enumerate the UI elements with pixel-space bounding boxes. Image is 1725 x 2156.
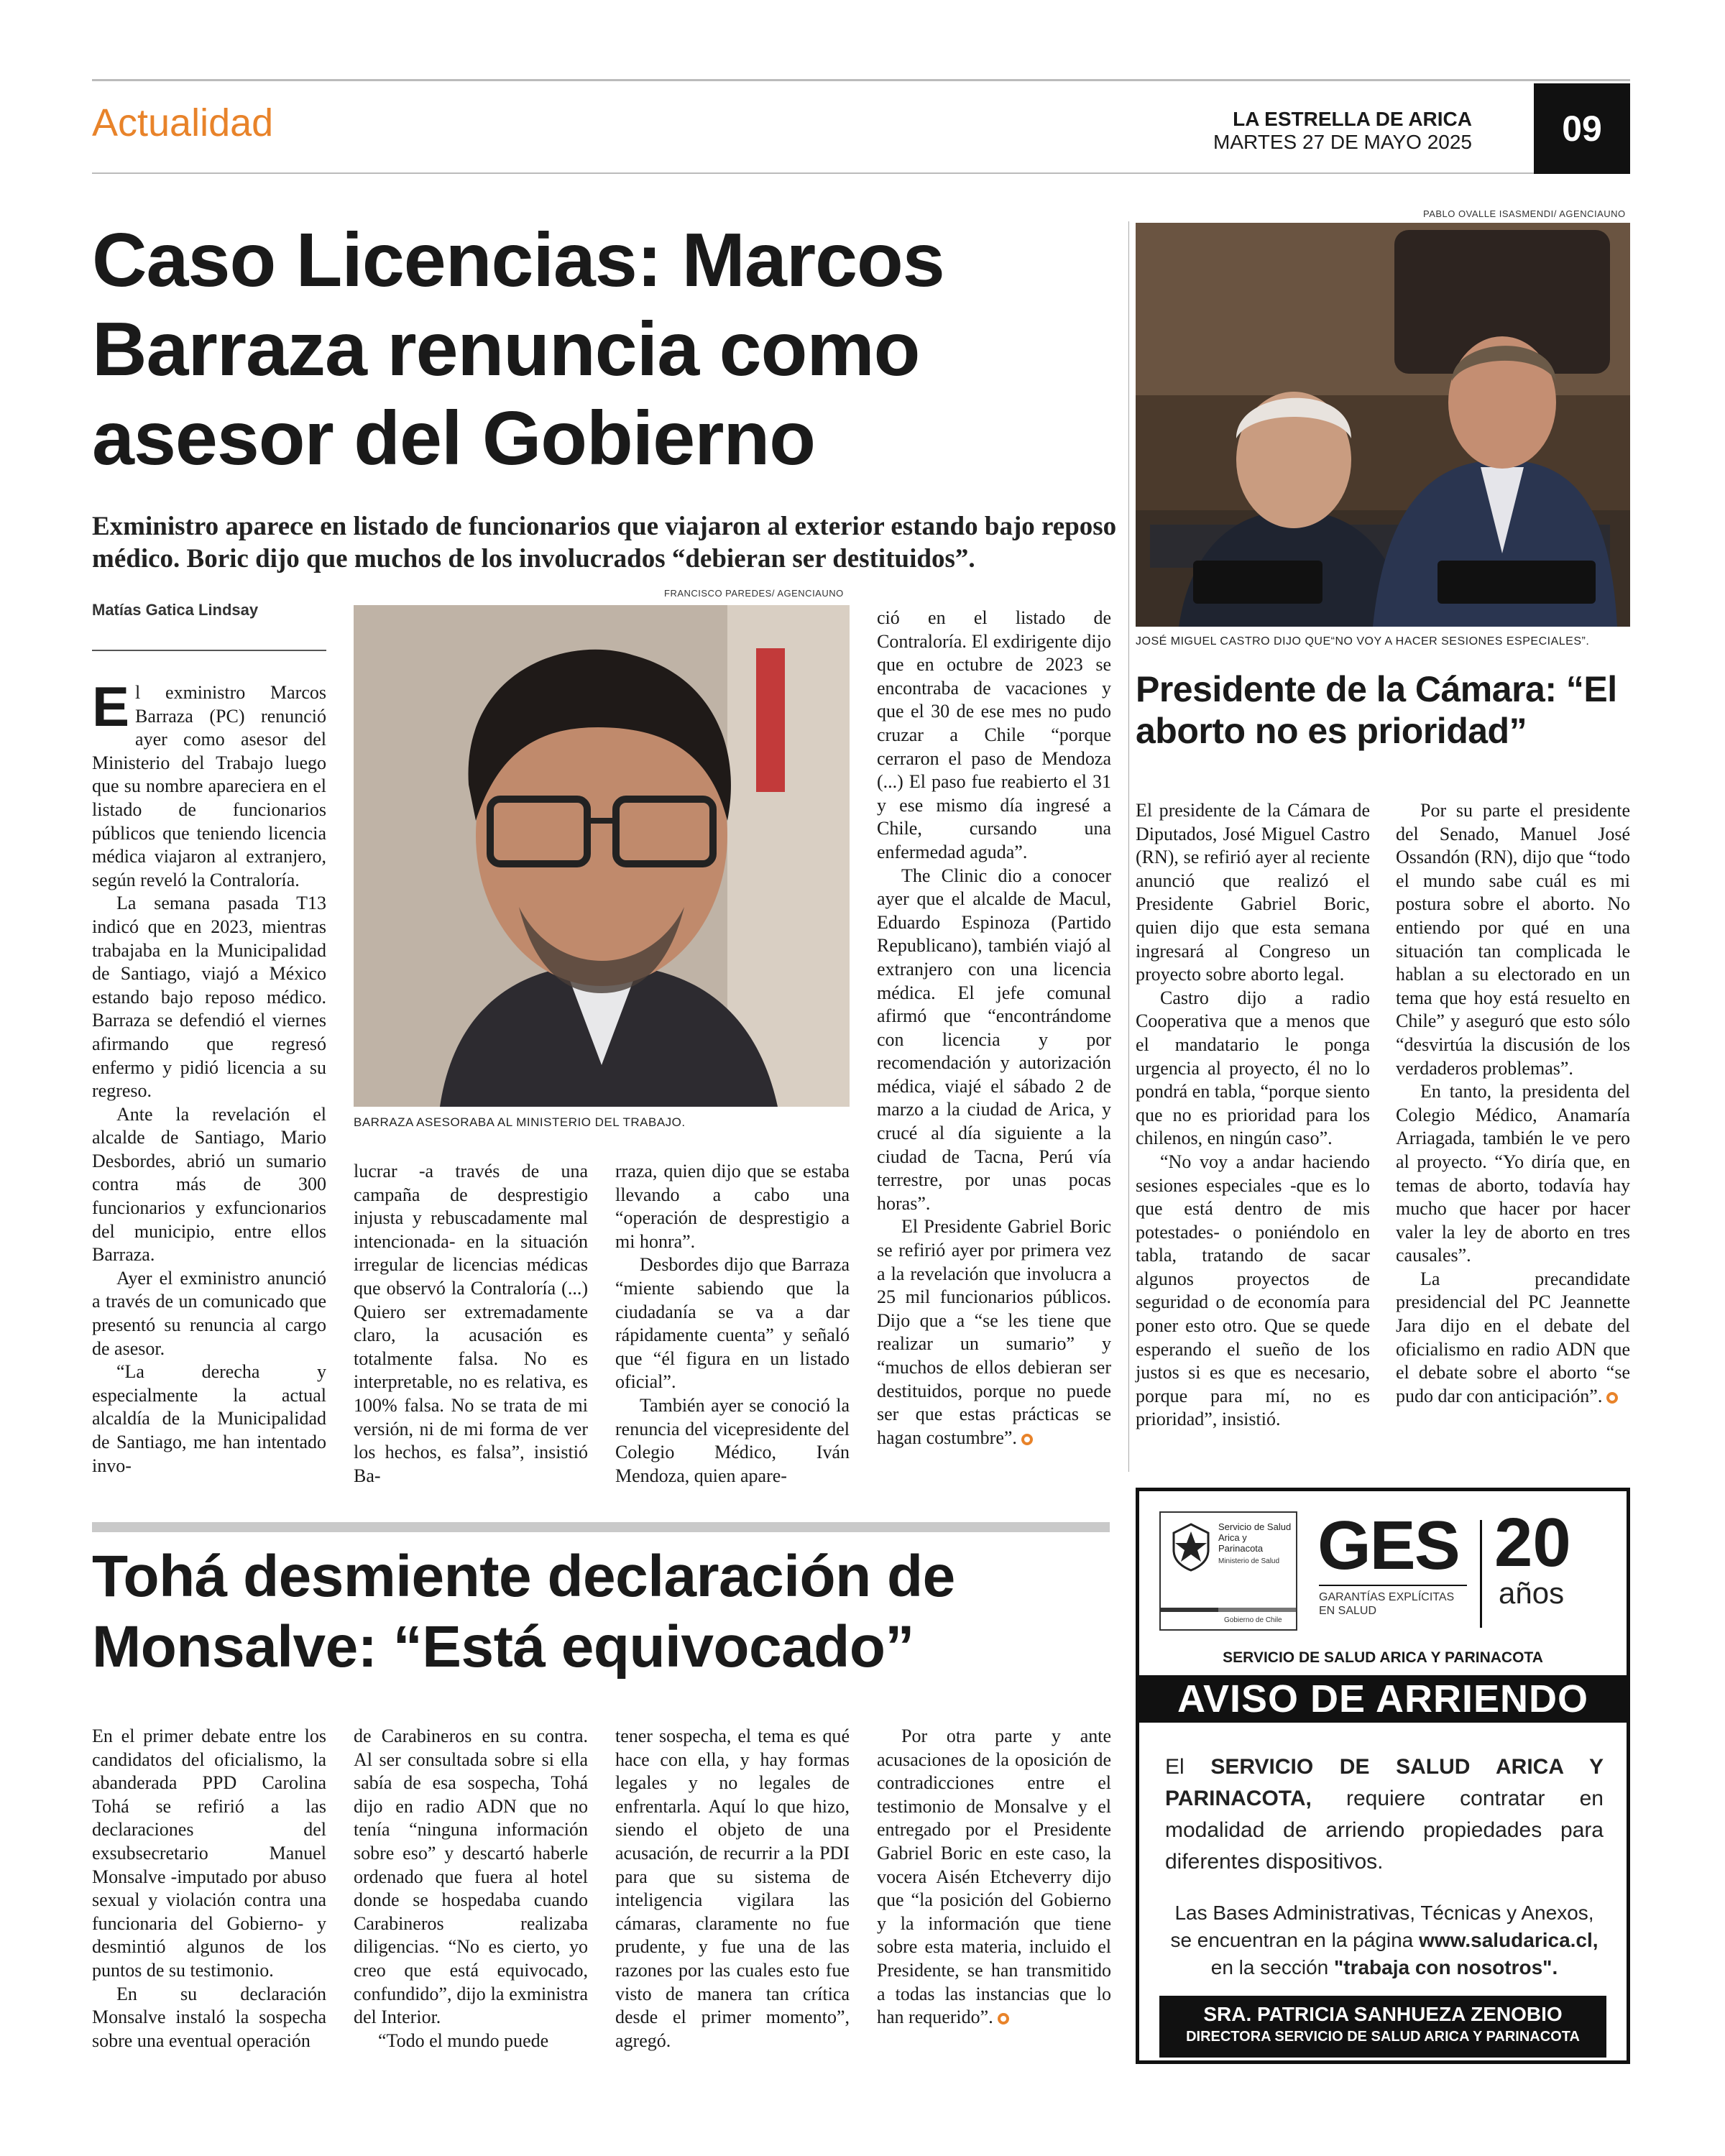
- second-col4-p1-text: Por otra parte y ante acusaciones de la oposición de contradicciones entre el testimonio de Monsalve y el entregado por el Presidente Gabriel Boric en este caso, la vocera Aisén Etcheverry dijo que “la posición del Gobierno y la información que tiene sobre esta materia, incluido el Presidente, se han transmitido a todas las instancias que lo han requerido”.: [877, 1726, 1111, 2028]
- side-col1-p1: El presidente de la Cámara de Diputados, José Miguel Castro (RN), se refirió ayer al reciente anunció que realizó el Presidente Gabriel Boric, quien dijo que esta semana ingresará al Congreso un proyecto sobre aborto legal.: [1136, 800, 1370, 985]
- chamber-illustration: [1136, 223, 1630, 627]
- side-photo-caption: JOSÉ MIGUEL CASTRO DIJO QUE“NO VOY A HACER SESIONES ESPECIALES”.: [1136, 635, 1590, 648]
- logo-text: Servicio de Salud Arica y Parinacota: [1218, 1521, 1292, 1554]
- main-col1-p5: “La derecha y especialmente la actual alcaldía de la Municipalidad de Santiago, me han intentado invo-: [92, 1361, 326, 1476]
- end-of-article-icon: [1606, 1392, 1618, 1404]
- main-col1-p2: La semana pasada T13 indicó que en 2023, mientras trabajaba en la Municipalidad de Santiago, viajó a México estando bajo reposo médico. Barraza se defendió el viernes afirmando que regresó enfermo y pidió licencia a su regreso.: [92, 893, 326, 1102]
- side-col2-p3: [1396, 1268, 1630, 1409]
- side-col1-p3: “No voy a andar haciendo sesiones especiales -que es lo que está dentro de mis potestades- o poniéndolo en tabla, tratando de sacar algunos proyectos de seguridad o de economía para poner esto otro. Que se quede esperando el sueño de los justos si es que es necesario, porque para mí, no es prioridad”, insistió.: [1136, 1151, 1370, 1430]
- page-number: [1534, 83, 1630, 174]
- anniversary-word: años: [1499, 1576, 1565, 1610]
- end-of-article-icon: [1021, 1434, 1033, 1445]
- ad-paragraph: [1165, 1751, 1604, 1878]
- ad-paragraph-rest: requiere contratar en modalidad de arriendo propiedades para diferentes dispositivos.: [1165, 1787, 1604, 1874]
- publication-name: LA ESTRELLA DE ARICA: [1233, 108, 1472, 130]
- second-article-column-4: [877, 1725, 1111, 2030]
- main-photo-credit: FRANCISCO PAREDES/ AGENCIAUNO: [664, 588, 844, 599]
- ad-website-link[interactable]: www.saludarica.cl,: [1419, 1929, 1598, 1951]
- gov-label: Gobierno de Chile: [1224, 1616, 1282, 1624]
- second-headline: Tohá desmiente declaración de Monsalve: “Está equivocado”: [92, 1544, 955, 1680]
- side-col2-p2: En tanto, la presidenta del Colegio Médico, Anamaría Arriagada, también le ve pero al proyecto. “Yo diría que, en temas de aborto, todavía hay mucho que hacer por hacer valer la ley de aborto en tres causales”.: [1396, 1081, 1630, 1266]
- second-article-column-3: [615, 1725, 850, 2053]
- ad-section-prefix: en la sección: [1210, 1956, 1334, 1978]
- aviso-banner: [1139, 1675, 1627, 1723]
- page-number-text: 09: [1562, 109, 1602, 149]
- second-col1-p2: En su declaración Monsalve instaló la sospecha sobre una eventual operación: [92, 1983, 326, 2051]
- logo-stripe: [1161, 1608, 1218, 1612]
- side-col2-p1: Por su parte el presidente del Senado, Manuel José Ossandón (RN), dijo que “todo el mundo sabe cuál es mi postura sobre el aborto. No entiendo por qué en una situación tan complicada le hablan a su electorado en un tema que hoy está resuelto en Chile” y aseguró que esto sólo “desvirtúa la discusión de los verdaderos problemas”.: [1396, 800, 1630, 1079]
- ges-subtitle: GARANTÍAS EXPLÍCITAS EN SALUD: [1319, 1591, 1455, 1617]
- coat-of-arms-icon: [1169, 1521, 1213, 1572]
- second-col1-p1: En el primer debate entre los candidatos del oficialismo, la abanderada PPD Carolina Tohá se refirió a las declaraciones del exsubsecretario Manuel Monsalve -imputado por abuso sexual y violación contra una funcionaria del Gobierno- y desmintió algunos de los puntos de su testimonio.: [92, 1726, 326, 1981]
- second-col2-p2: “Todo el mundo puede: [378, 2030, 549, 2051]
- logo-subtext: Ministerio de Salud: [1218, 1557, 1280, 1565]
- aviso-banner-text: AVISO DE ARRIENDO: [1177, 1677, 1589, 1720]
- dropcap: E: [92, 675, 130, 738]
- main-article-column-4: [877, 607, 1111, 1450]
- header-rule: [92, 172, 1534, 174]
- signer-title: DIRECTORA SERVICIO DE SALUD ARICA Y PARINACOTA: [1186, 2029, 1580, 2045]
- main-photo-caption: BARRAZA ASESORABA AL MINISTERIO DEL TRABAJO.: [354, 1115, 686, 1129]
- second-col2-p1: de Carabineros en su contra. Al ser consultada sobre si ella sabía de esa sospecha, Tohá dijo en radio ADN que no tenía “ninguna información sobre eso” y descartó haberle ordenado que fuera al hotel donde se hospedaba cuando Carabineros realizaba diligencias. “No es cierto, yo creo que está equivocado, confundido”, dijo la exministra del Interior.: [354, 1726, 588, 2028]
- byline-rule: [92, 650, 326, 651]
- main-article-column-2: [354, 1160, 588, 1488]
- main-col1-p3: Ante la revelación el alcalde de Santiago, Mario Desbordes, abrió un sumario contra más de 300 funcionarios y exfuncionarios del municipio, entre ellos Barraza.: [92, 1103, 326, 1266]
- ad-paragraph-prefix: El: [1165, 1755, 1211, 1779]
- barraza-portrait-illustration: [354, 605, 850, 1107]
- main-col4-p1: ció en el listado de Contraloría. El exdirigente dijo que en octubre de 2023 se encontraba de vacaciones y que el 30 de ese mes no pudo cruzar a Chile “porque cerraron el paso de Mendoza (...) El paso fue reabierto el 31 y ese mismo día ingresé a Chile, cursando una enfermedad aguda”.: [877, 607, 1111, 862]
- side-photo-credit: PABLO OVALLE ISASMENDI/ AGENCIAUNO: [1423, 208, 1626, 219]
- second-col3-p1: tener sospecha, el tema es qué hace con ella, y hay formas legales y no legales de enfrentarla. Aquí lo que hizo, siendo el objeto de una acusación, de recurrir a la PDI para que su sistema de inteligencia vigilara las cámaras, claramente no fue prudente, y fue una de las razones por las cuales esto fue visto de manera tan crítica desde el primer momento”, agregó.: [615, 1726, 850, 2051]
- side-headline: Presidente de la Cámara: “El aborto no es prioridad”: [1136, 669, 1617, 751]
- signer-box: [1159, 1996, 1606, 2058]
- side-article-column-2: [1396, 799, 1630, 1408]
- main-article-column-1: [92, 675, 326, 1478]
- main-col2-p1: lucrar -a través de una campaña de desprestigio injusta y rebuscadamente mal intencionada- en la situación irregular de licencias médicas que observó la Contraloría (...) Quiero ser extremadamente claro, la acusación es totalmente falsa. No es interpretable, no es relativa, es 100% falsa. No se trata de mi versión, ni de mi forma de ver los hechos, es falsa”, insistió Ba-: [354, 1161, 588, 1486]
- main-col4-p3-text: El Presidente Gabriel Boric se refirió ayer por primera vez a la revelación que involucra a 25 mil funcionarios públicos. Dijo que a “se les tiene que realizar un sumario” y “muchos de ellos debieran ser destituidos, porque no puede ser que estas prácticas se hagan costumbre”.: [877, 1216, 1111, 1448]
- publication-date: MARTES 27 DE MAYO 2025: [1213, 131, 1472, 153]
- logo-stripe-red: [1218, 1608, 1296, 1612]
- ad-section-name: "trabaja con nosotros".: [1333, 1956, 1558, 1978]
- signer-name: SRA. PATRICIA SANHUEZA ZENOBIO: [1203, 2003, 1563, 2025]
- main-article-column-3: [615, 1160, 850, 1488]
- second-col4-p1: [877, 1725, 1111, 2030]
- ad-bases-text: Las Bases Administrativas, Técnicas y Anexos, se encuentran en la página: [1170, 1902, 1594, 1951]
- side-col2-p3-text: La precandidate presidencial del PC Jeannette Jara dijo en el debate del oficialismo en radio ADN que el debate sobre el aborto “se pudo dar con anticipación”.: [1396, 1268, 1630, 1406]
- top-rule: [92, 79, 1630, 81]
- ad-paragraph-bold: SERVICIO DE SALUD ARICA Y PARINACOTA,: [1165, 1755, 1604, 1810]
- ad-box: [1136, 1488, 1630, 2064]
- main-headline: Caso Licencias: Marcos Barraza renuncia como asesor del Gobierno: [92, 218, 944, 481]
- ges-divider: [1480, 1520, 1482, 1628]
- section-label: Actualidad: [92, 101, 274, 144]
- main-col3-p1: rraza, quien dijo que se estaba llevando a cabo una “operación de desprestigio a mi honra”.: [615, 1161, 850, 1252]
- anniversary-number: 20: [1494, 1504, 1571, 1581]
- main-col3-p2: Desbordes dijo que Barraza “miente sabiendo que la ciudadanía se va a dar rápidamente cuenta” y señaló que “él figura en un listado oficial”.: [615, 1254, 850, 1393]
- ges-underline: [1319, 1585, 1467, 1586]
- service-name: SERVICIO DE SALUD ARICA Y PARINACOTA: [1223, 1649, 1543, 1666]
- barraza-photo: [354, 605, 850, 1107]
- main-col3-p3: También ayer se conoció la renuncia del vicepresidente del Colegio Médico, Iván Mendoza, quien apare-: [615, 1394, 850, 1486]
- side-article-column-1: [1136, 799, 1370, 1432]
- main-byline: Matías Gatica Lindsay: [92, 601, 259, 619]
- ministry-logo: [1159, 1511, 1297, 1631]
- main-col1-p1: l exministro Marcos Barraza (PC) renunció ayer como asesor del Ministerio del Trabajo luego que su nombre apareciera en el listado de funcionarios públicos que teniendo licencia médica viajaron al extranjero, según reveló la Contraloría.: [92, 682, 326, 890]
- main-subheadline: Exministro aparece en listado de funcionarios que viajaron al exterior estando bajo reposo médico. Boric dijo que muchos de los involucrados “debieran ser destituidos”.: [92, 512, 1117, 573]
- second-article-column-2: [354, 1725, 588, 2053]
- ges-title: GES: [1317, 1507, 1459, 1584]
- main-col4-p2: The Clinic dio a conocer ayer que el alcalde de Macul, Eduardo Espinoza (Partido Republicano), también viajó al extranjero con una licencia médica. El jefe comunal afirmó que “encontrándome con licencia y por recomendación y autorización médica, viajé el sábado 2 de marzo a la ciudad de Arica, y crucé al día siguiente a la ciudad de Tacna, Perú vía terrestre, por unas pocas horas”.: [877, 865, 1111, 1214]
- side-col1-p2: Castro dijo a radio Cooperativa que a menos que el mandatario le ponga urgencia al proyecto, él no lo pondrá en tabla, “porque siento que no es prioridad para los chilenos, en ningún caso”.: [1136, 987, 1370, 1149]
- end-of-article-icon: [998, 2013, 1009, 2024]
- castro-photo: [1136, 223, 1630, 627]
- column-divider: [1128, 221, 1129, 1472]
- second-article-column-1: [92, 1725, 326, 2053]
- ad-bases: [1165, 1899, 1604, 1981]
- second-article-top-rule: [92, 1522, 1110, 1532]
- main-col4-p3: [877, 1215, 1111, 1450]
- main-col1-p4: Ayer el exministro anunció a través de un comunicado que presentó su renuncia al cargo de asesor.: [92, 1267, 326, 1359]
